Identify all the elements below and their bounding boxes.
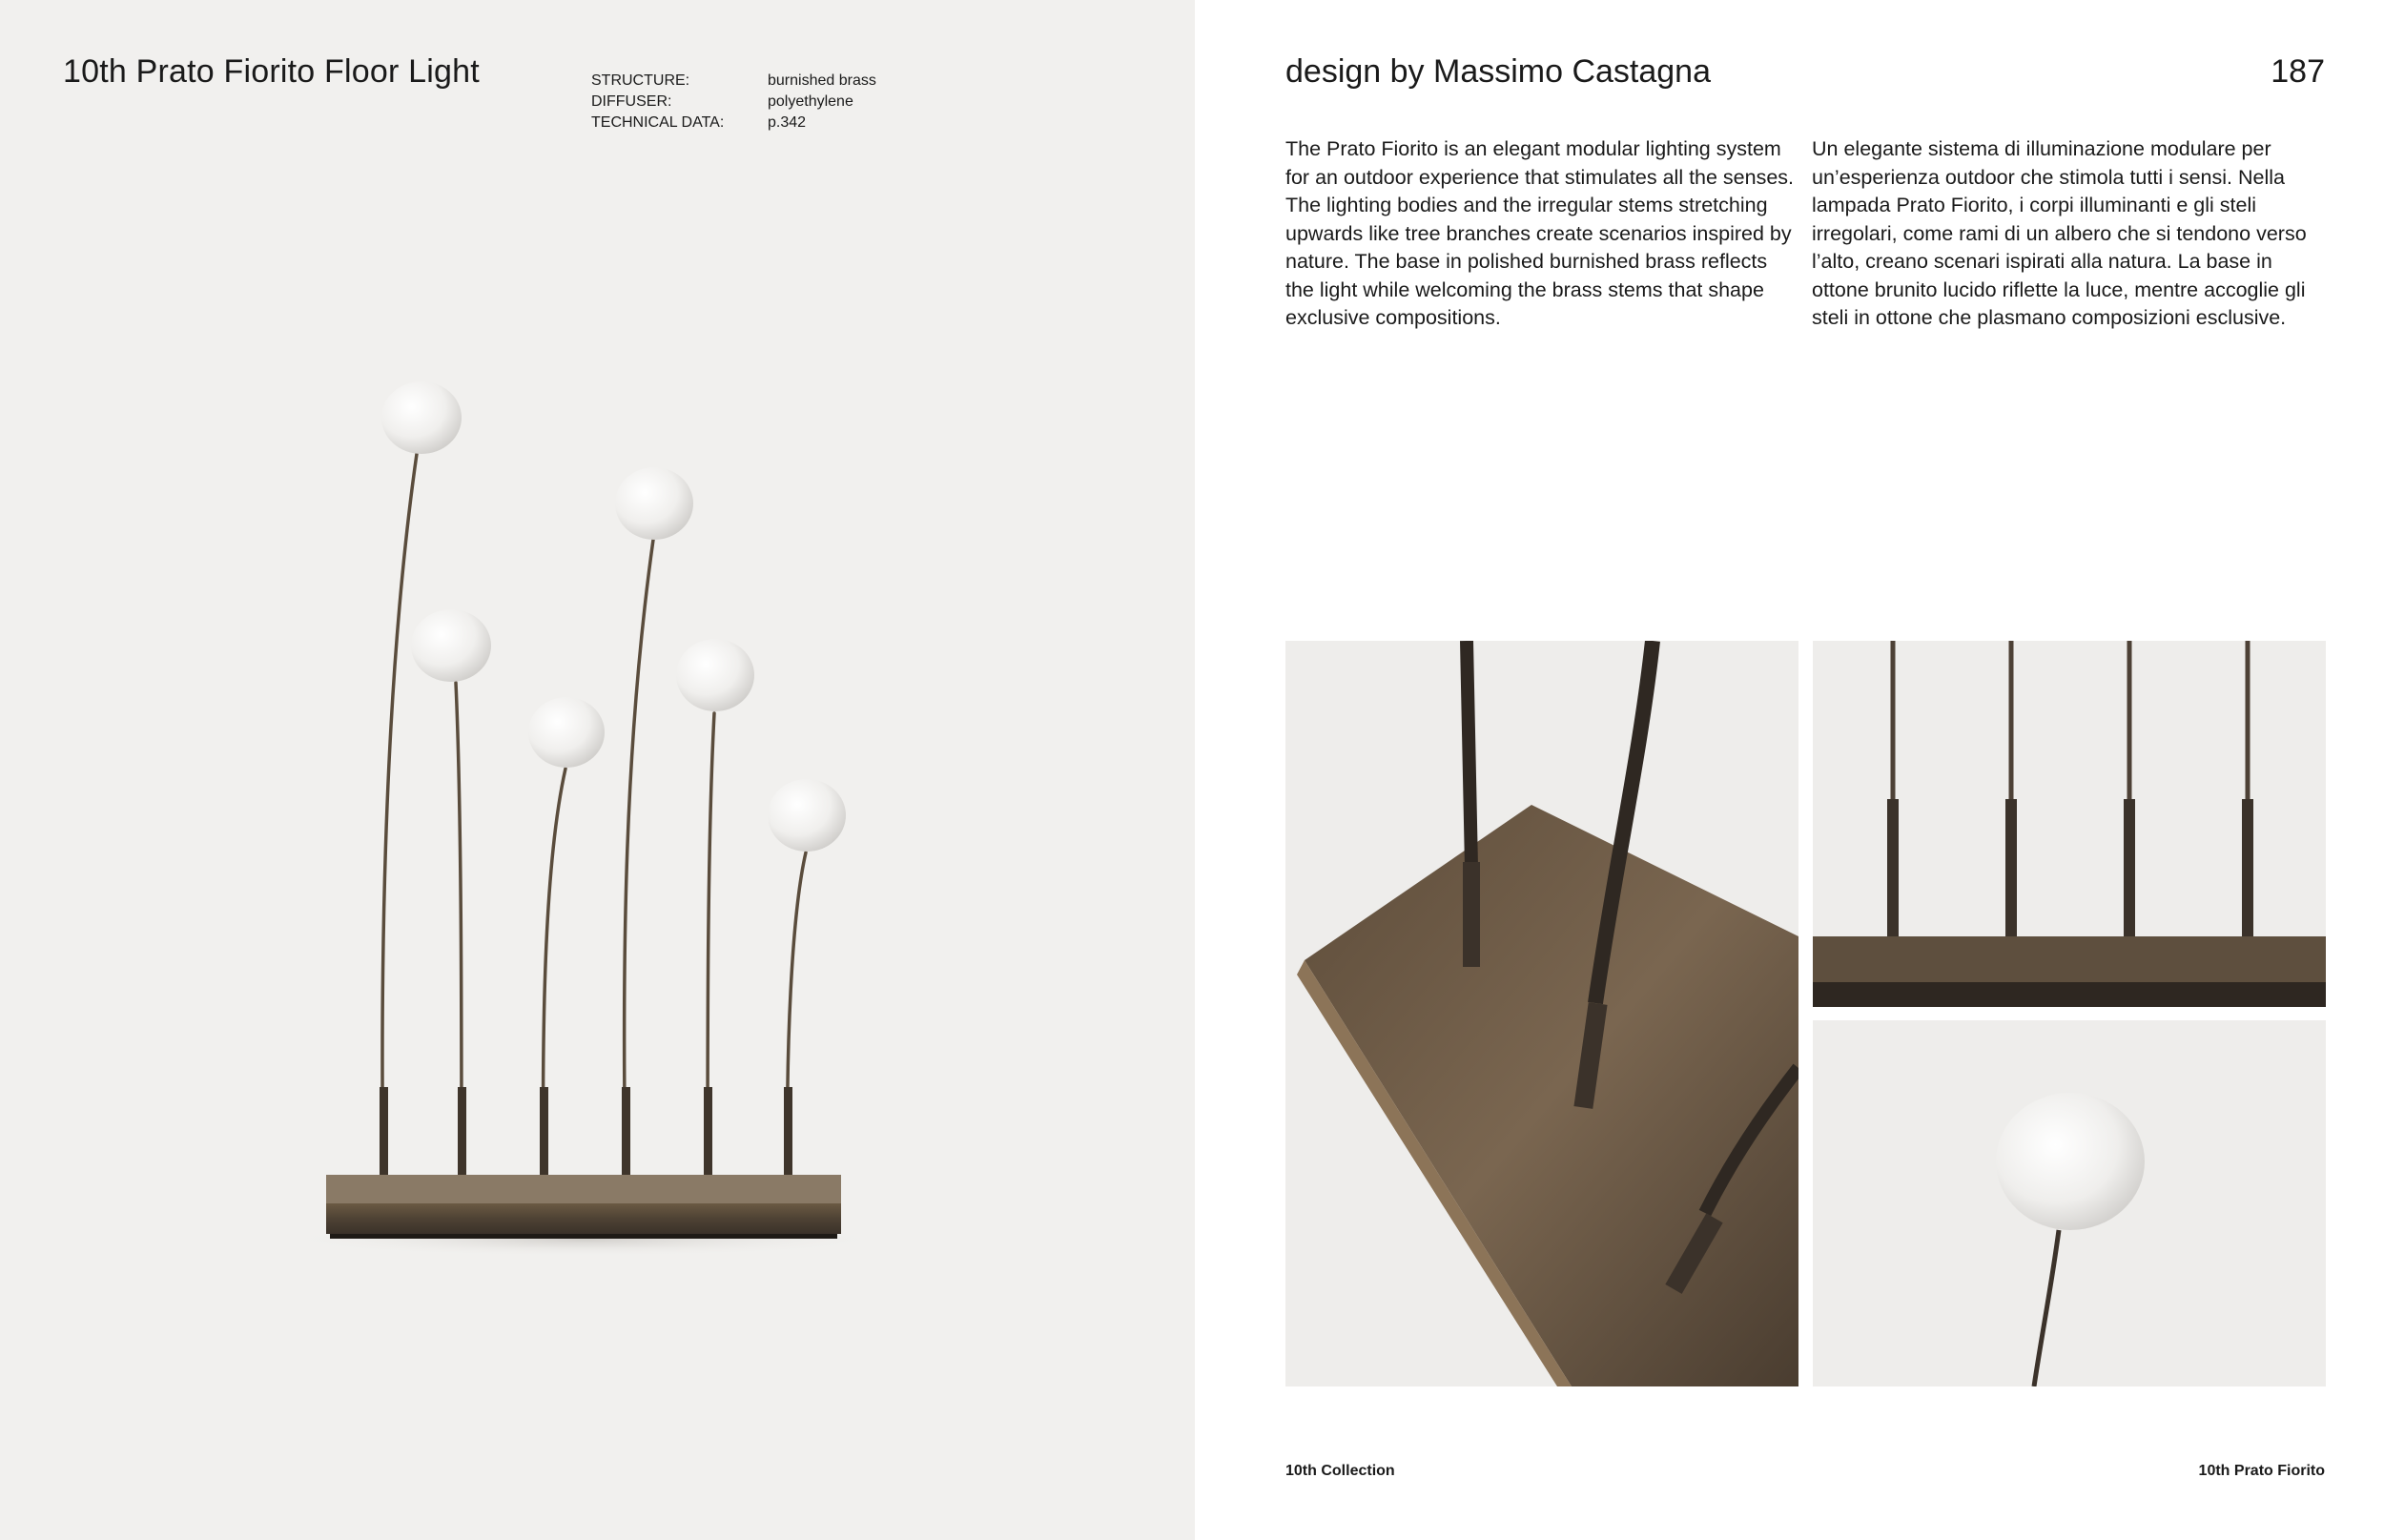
spec-label: TECHNICAL DATA: bbox=[591, 114, 725, 131]
spec-value: burnished brass bbox=[768, 72, 876, 89]
spec-label: STRUCTURE: bbox=[591, 72, 690, 89]
page-number: 187 bbox=[2271, 53, 2325, 90]
designer-credit: design by Massimo Castagna bbox=[1285, 53, 1712, 90]
detail-photo-globe bbox=[1813, 1020, 2326, 1386]
footer-collection: 10th Collection bbox=[1285, 1463, 1395, 1479]
detail-photo-base bbox=[1285, 641, 1798, 1386]
description-italian: Un elegante sistema di illuminazione modulare per un’esperienza outdoor che stimola tutti i sensi. Nella lampada Prato Fiorito, i corpi illuminanti e gli steli irregolari, come rami di un albero che si tendono verso l’alto, creano scenari ispirati alla natura. La base in ottone brunito lucido riflette la luce, mentre accoglie gli steli in ottone che plasmano composizioni esclusive. bbox=[1812, 137, 2307, 329]
spec-value: p.342 bbox=[768, 114, 807, 131]
footer-product: 10th Prato Fiorito bbox=[2198, 1463, 2325, 1479]
detail-photo-stems bbox=[1813, 641, 2326, 1007]
spec-label: DIFFUSER: bbox=[591, 93, 672, 110]
description-english: The Prato Fiorito is an elegant modular lighting system for an outdoor experience that stimulates all the senses. The lighting bodies and the irregular stems stretching upwards like tree branches create scenarios inspired by nature. The base in polished burnished brass reflects the light while welcoming the brass stems that shape exclusive compositions. bbox=[1285, 137, 1795, 329]
spec-value: polyethylene bbox=[768, 93, 853, 110]
product-title: 10th Prato Fiorito Floor Light bbox=[63, 53, 480, 90]
